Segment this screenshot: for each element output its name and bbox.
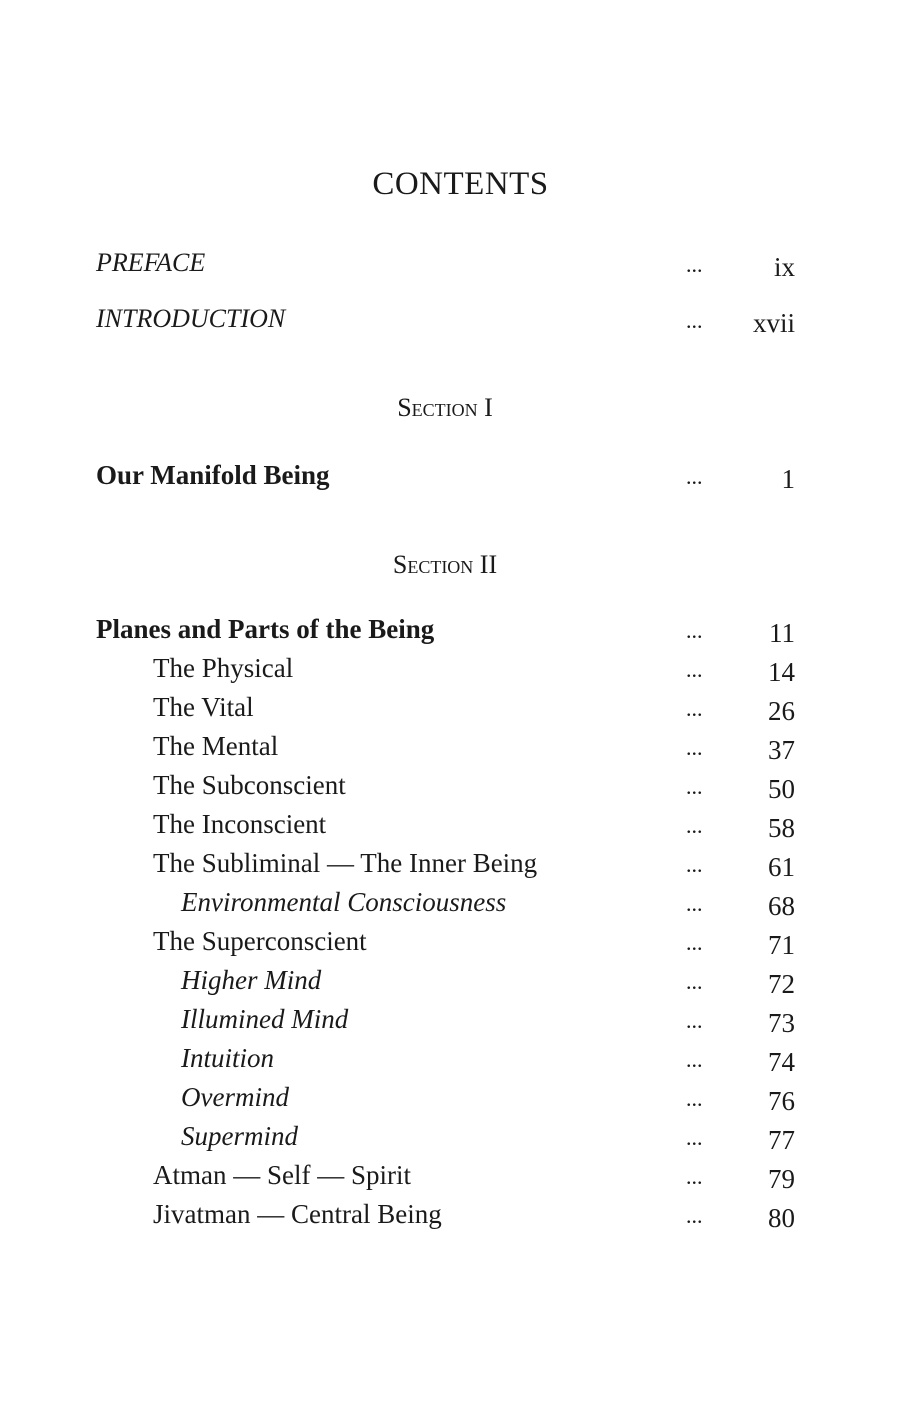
- toc-entry-label: Overmind: [181, 1082, 289, 1112]
- toc-page-number: 74: [768, 1047, 795, 1077]
- toc-leader: ...: [686, 1125, 703, 1150]
- section-heading-1: Section I: [397, 393, 493, 422]
- toc-entry-label: The Mental: [153, 731, 279, 761]
- toc-leader: ...: [686, 618, 703, 643]
- toc-leader: ...: [686, 1047, 703, 1072]
- toc-entry-sub[interactable]: [0, 965, 921, 1005]
- toc-page-number: 71: [768, 930, 795, 960]
- toc-page-number: 79: [768, 1164, 795, 1194]
- toc-entry[interactable]: [0, 1160, 921, 1200]
- toc-leader: ...: [686, 1086, 703, 1111]
- toc-page-number: 80: [768, 1203, 795, 1233]
- toc-page-number: 14: [768, 657, 795, 687]
- toc-entry-label: INTRODUCTION: [96, 304, 286, 333]
- toc-entry-chapter[interactable]: [0, 460, 921, 500]
- toc-entry-label: Intuition: [181, 1043, 274, 1073]
- toc-entry-sub[interactable]: [0, 1004, 921, 1044]
- toc-leader: ...: [686, 774, 703, 799]
- toc-entry-label: Our Manifold Being: [96, 460, 330, 490]
- toc-leader: ...: [686, 969, 703, 994]
- toc-leader: ...: [686, 252, 703, 277]
- toc-leader: ...: [686, 1203, 703, 1228]
- toc-page-number: ix: [773, 252, 795, 282]
- toc-entry-label: Planes and Parts of the Being: [96, 614, 435, 644]
- toc-entry-introduction[interactable]: [0, 304, 921, 344]
- toc-entry-label: Higher Mind: [181, 965, 322, 995]
- toc-page-number: 72: [768, 969, 795, 999]
- toc-page-number: 26: [768, 696, 795, 726]
- toc-page-number: 58: [768, 813, 795, 843]
- toc-leader: ...: [686, 930, 703, 955]
- toc-page-number: 76: [768, 1086, 795, 1116]
- toc-leader: ...: [686, 1008, 703, 1033]
- page-title: CONTENTS: [372, 166, 549, 202]
- toc-leader: ...: [686, 891, 703, 916]
- toc-entry-label: PREFACE: [96, 248, 206, 277]
- toc-entry-sub[interactable]: [0, 887, 921, 927]
- toc-entry-label: Supermind: [181, 1121, 298, 1151]
- toc-leader: ...: [686, 657, 703, 682]
- toc-page-number: 77: [768, 1125, 795, 1155]
- toc-leader: ...: [686, 464, 703, 489]
- toc-page-number: 1: [781, 464, 795, 494]
- toc-page-number: 11: [769, 618, 795, 648]
- toc-leader: ...: [686, 1164, 703, 1189]
- toc-entry[interactable]: [0, 653, 921, 693]
- toc-entry-preface[interactable]: [0, 248, 921, 288]
- toc-entry-label: The Superconscient: [153, 926, 367, 956]
- toc-leader: ...: [686, 852, 703, 877]
- toc-entry-label: Atman — Self — Spirit: [153, 1160, 411, 1190]
- toc-leader: ...: [686, 735, 703, 760]
- toc-entry[interactable]: [0, 926, 921, 966]
- toc-entry[interactable]: [0, 848, 921, 888]
- toc-entry-label: The Subliminal — The Inner Being: [153, 848, 538, 878]
- toc-entry-label: The Subconscient: [153, 770, 346, 800]
- toc-page-number: 37: [768, 735, 795, 765]
- toc-entry-sub[interactable]: [0, 1121, 921, 1161]
- toc-entry-sub[interactable]: [0, 1043, 921, 1083]
- toc-entry[interactable]: [0, 692, 921, 732]
- toc-entry-label: Jivatman — Central Being: [153, 1199, 442, 1229]
- toc-page-number: 68: [768, 891, 795, 921]
- toc-entry-label: The Inconscient: [153, 809, 327, 839]
- section-heading-2: Section II: [392, 550, 498, 579]
- toc-leader: ...: [686, 696, 703, 721]
- toc-entry-label: The Vital: [153, 692, 254, 722]
- toc-leader: ...: [686, 308, 703, 333]
- toc-entry-chapter[interactable]: [0, 614, 921, 654]
- toc-page-number: 61: [768, 852, 795, 882]
- toc-leader: ...: [686, 813, 703, 838]
- toc-entry[interactable]: [0, 770, 921, 810]
- toc-entry[interactable]: [0, 809, 921, 849]
- toc-entry-label: Illumined Mind: [181, 1004, 349, 1034]
- toc-entry[interactable]: [0, 731, 921, 771]
- toc-entry-label: The Physical: [153, 653, 294, 683]
- toc-entry-label: Environmental Consciousness: [181, 887, 507, 917]
- toc-page-number: 73: [768, 1008, 795, 1038]
- toc-entry[interactable]: [0, 1199, 921, 1239]
- toc-page-number: 50: [768, 774, 795, 804]
- toc-entry-sub[interactable]: [0, 1082, 921, 1122]
- toc-page-number: xvii: [752, 308, 795, 338]
